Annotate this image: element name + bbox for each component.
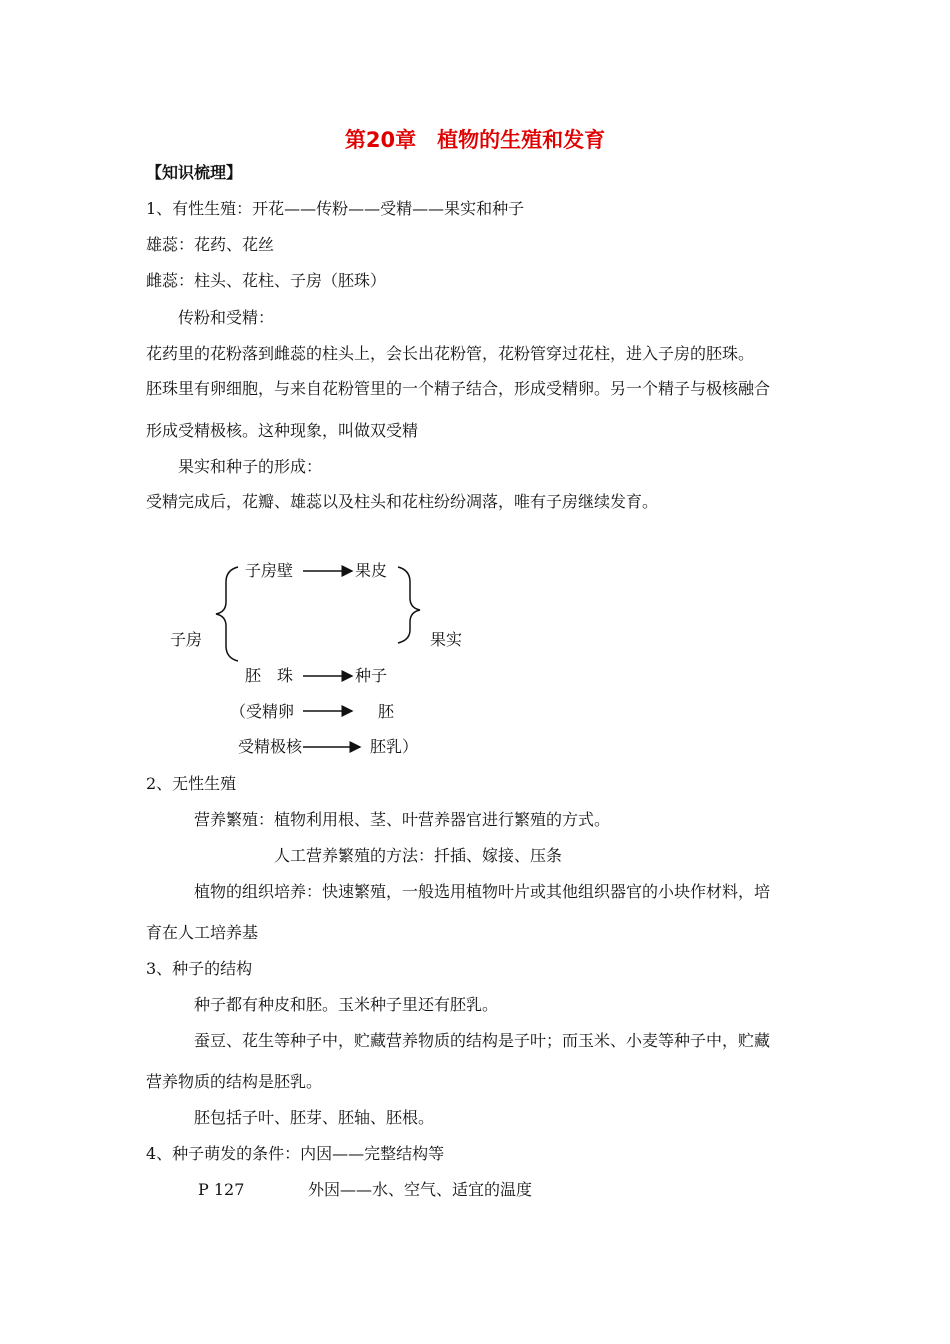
paragraph-double-fertilization-1: 胚珠里有卵细胞，与来自花粉管里的一个精子结合，形成受精卵。另一个精子与极核融合 [146,379,771,398]
stamen-text: 雄蕊：花药、花丝 [146,235,275,254]
section-header: 【知识梳理】 [146,163,243,182]
diagram-seed: 种子 [355,666,388,685]
paragraph-pollen: 花药里的花粉落到雌蕊的柱头上，会长出花粉管，花粉管穿过花柱，进入子房的胚珠。 [146,344,755,363]
diagram-polar-nucleus: 受精极核 [238,737,303,756]
paragraph-nutrient-storage-1: 蚕豆、花生等种子中，贮藏营养物质的结构是子叶；而玉米、小麦等种子中，贮藏 [194,1031,771,1050]
diagram-ovary-wall: 子房壁 [245,561,294,580]
paragraph-seed-parts: 种子都有种皮和胚。玉米种子里还有胚乳。 [194,995,499,1014]
s3-heading: 3、种子的结构 [146,959,253,978]
diagram-embryo: 胚 [378,702,395,721]
subheading-pollination: 传粉和受精： [178,308,275,327]
paragraph-embryo-parts: 胚包括子叶、胚芽、胚轴、胚根。 [194,1108,435,1127]
paragraph-double-fertilization-2: 形成受精极核。这种现象，叫做双受精 [146,421,419,440]
right-brace [398,567,420,643]
diagram-zygote: （受精卵 [230,702,295,721]
paragraph-tissue-culture-2: 育在人工培养基 [146,923,259,942]
page-title: 第20章 植物的生殖和发育 [344,128,606,152]
paragraph-vegetative: 营养繁殖：植物利用根、茎、叶营养器官进行繁殖的方式。 [194,810,611,829]
subheading-fruit-seed: 果实和种子的形成： [178,457,323,476]
s2-heading: 2、无性生殖 [146,774,237,793]
paragraph-artificial-methods: 人工营养繁殖的方法：扦插、嫁接、压条 [274,846,563,865]
paragraph-external-conditions: 外因——水、空气、适宜的温度 [308,1180,533,1199]
diagram-fruit: 果实 [430,630,463,649]
left-brace [216,567,238,661]
s1-heading: 1、有性生殖：开花——传粉——受精——果实和种子 [146,199,525,218]
page-reference: P 127 [198,1180,245,1199]
paragraph-nutrient-storage-2: 营养物质的结构是胚乳。 [146,1072,323,1091]
paragraph-tissue-culture-1: 植物的组织培养：快速繁殖，一般选用植物叶片或其他组织器官的小块作材料，培 [194,882,771,901]
diagram-pericarp: 果皮 [355,561,388,580]
diagram-endosperm: 胚乳） [370,737,419,756]
diagram-ovary: 子房 [170,630,203,649]
pistil-text: 雌蕊：柱头、花柱、子房（胚珠） [146,271,387,290]
diagram-ovule: 胚 珠 [245,666,294,685]
paragraph-ovary-develops: 受精完成后，花瓣、雄蕊以及柱头和花柱纷纷凋落，唯有子房继续发育。 [146,492,659,511]
s4-heading: 4、种子萌发的条件：内因——完整结构等 [146,1144,445,1163]
